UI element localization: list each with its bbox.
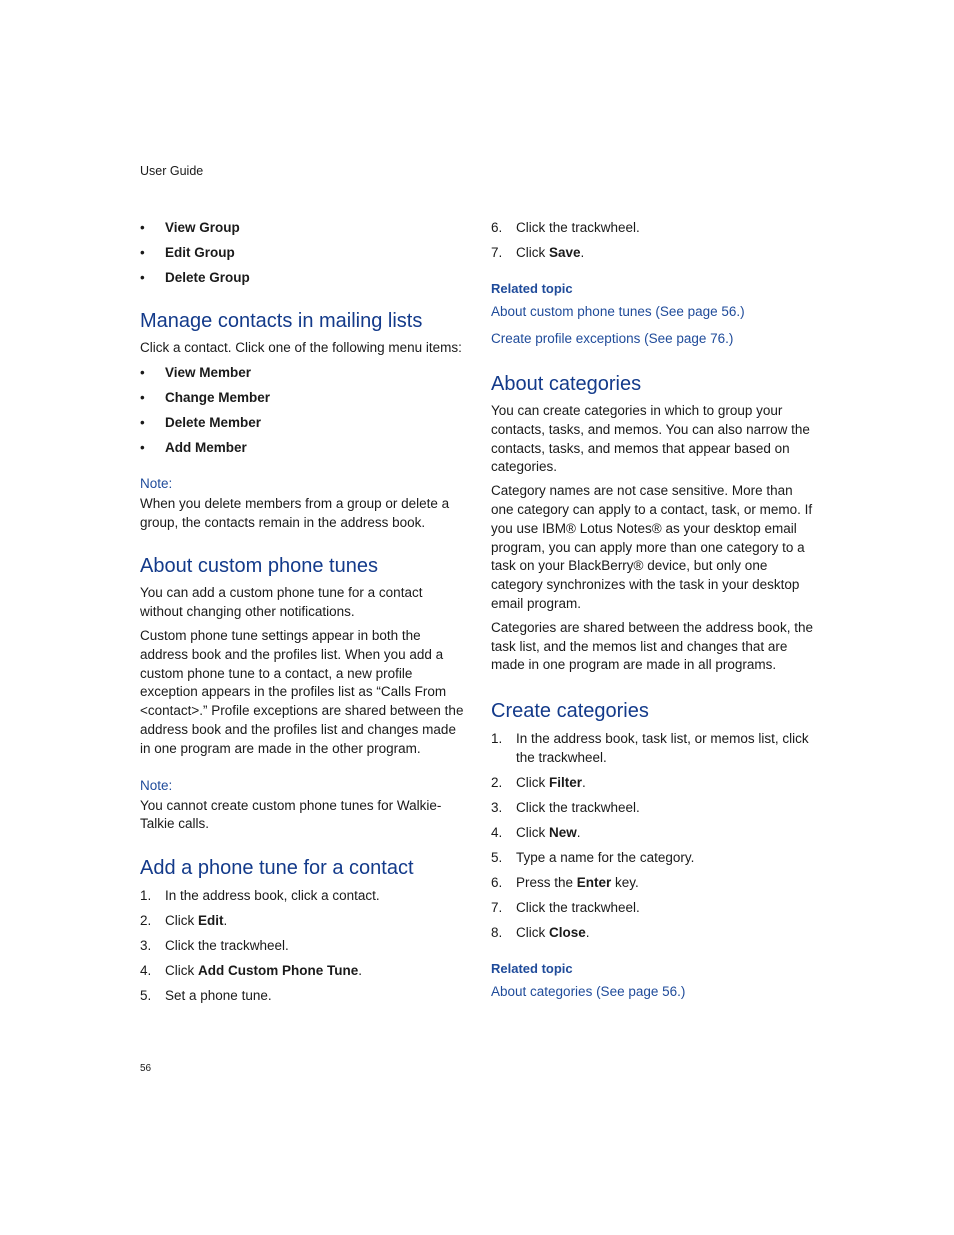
step-number: 6. bbox=[491, 875, 503, 891]
menu-item-label: Delete Member bbox=[165, 414, 262, 430]
note-text: You cannot create custom phone tunes for Walkie-Talkie calls. bbox=[140, 797, 442, 832]
step-number: 2. bbox=[491, 775, 503, 791]
step-number: 5. bbox=[491, 850, 503, 866]
related-topic-label: Related topic bbox=[491, 961, 573, 977]
paragraph: You can create categories in which to group your contacts, tasks, and memos. You can also narrow the contacts, tasks, and memos that appear based on categories. bbox=[491, 403, 810, 475]
step-text-suffix: . bbox=[576, 825, 581, 841]
menu-item-label: Change Member bbox=[165, 389, 271, 405]
step-number: 7. bbox=[491, 245, 503, 260]
step-keyword: Enter bbox=[576, 875, 612, 891]
section-heading-mailing-lists: Manage contacts in mailing lists bbox=[140, 310, 423, 332]
step-text: Click bbox=[516, 825, 549, 841]
step-text-suffix: . bbox=[580, 245, 585, 260]
running-header: User Guide bbox=[140, 164, 204, 178]
step-keyword: Filter bbox=[549, 775, 583, 791]
step-item bbox=[140, 961, 465, 980]
step-number: 3. bbox=[491, 800, 503, 816]
step-text: Click bbox=[165, 913, 198, 929]
step-number: 5. bbox=[140, 988, 152, 1004]
step-keyword: Close bbox=[549, 925, 586, 941]
group-menu-list bbox=[140, 218, 465, 287]
step-text: Click bbox=[516, 925, 549, 941]
link-about-categories[interactable]: About categories (See page 56.) bbox=[491, 984, 686, 1000]
step-number: 7. bbox=[491, 900, 503, 916]
bullet-icon: • bbox=[140, 270, 145, 285]
section-heading-about-categories: About categories bbox=[491, 373, 642, 395]
paragraph: You can add a custom phone tune for a contact without changing other notifications. bbox=[140, 585, 423, 620]
continued-steps bbox=[491, 218, 816, 262]
step-text: Set a phone tune. bbox=[165, 988, 272, 1004]
list-item bbox=[140, 243, 465, 262]
step-number: 4. bbox=[140, 963, 152, 979]
list-item bbox=[140, 218, 465, 237]
list-item bbox=[140, 413, 465, 432]
step-text-suffix: key. bbox=[611, 875, 639, 891]
step-keyword: Save bbox=[549, 245, 581, 260]
member-menu-list bbox=[140, 363, 465, 457]
list-item bbox=[140, 388, 465, 407]
step-text: Click bbox=[165, 963, 198, 979]
related-topic-label: Related topic bbox=[491, 281, 573, 296]
step-number: 1. bbox=[491, 731, 503, 747]
step-keyword: Add Custom Phone Tune bbox=[198, 963, 359, 979]
note-text: When you delete members from a group or delete a group, the contacts remain in the address book. bbox=[140, 495, 450, 530]
step-item bbox=[491, 898, 816, 917]
step-text: Click the trackwheel. bbox=[165, 938, 289, 954]
step-item bbox=[491, 923, 816, 942]
menu-item-label: View Group bbox=[165, 220, 240, 235]
bullet-icon: • bbox=[140, 220, 145, 235]
right-column bbox=[491, 218, 816, 1009]
bullet-icon: • bbox=[140, 245, 145, 260]
step-item bbox=[491, 773, 816, 792]
step-item bbox=[140, 936, 465, 955]
link-create-profile-exceptions[interactable]: Create profile exceptions (See page 76.) bbox=[491, 331, 734, 346]
step-text: Press the bbox=[516, 875, 577, 891]
step-number: 1. bbox=[140, 888, 152, 904]
step-number: 2. bbox=[140, 913, 152, 929]
step-number: 8. bbox=[491, 925, 503, 941]
link-about-custom-tunes[interactable]: About custom phone tunes (See page 56.) bbox=[491, 304, 745, 319]
step-text-suffix: . bbox=[358, 963, 363, 979]
step-item bbox=[491, 218, 816, 237]
step-text: Click the trackwheel. bbox=[516, 220, 640, 235]
paragraph: Custom phone tune settings appear in both the address book and the profiles list. When you add a custom phone tune to a contact, a new profile exception appears in the profiles list as “Calls From <contact>.” Profile exceptions are shared between the address book and the profiles list and changes made in one program are made in the other program. bbox=[140, 627, 464, 756]
step-number: 3. bbox=[140, 938, 152, 954]
step-item bbox=[491, 243, 816, 262]
menu-item-label: View Member bbox=[165, 364, 252, 380]
step-item bbox=[140, 986, 465, 1005]
step-text: In the address book, task list, or memos list, click the trackwheel. bbox=[516, 731, 809, 766]
step-text-suffix: . bbox=[223, 913, 228, 929]
paragraph: Categories are shared between the address book, the task list, and the memos list and changes that are made in one program are made in all programs. bbox=[491, 619, 813, 673]
step-item bbox=[491, 798, 816, 817]
page-number: 56 bbox=[140, 1063, 152, 1074]
step-number: 4. bbox=[491, 825, 503, 841]
bullet-icon: • bbox=[140, 364, 145, 380]
step-item bbox=[491, 729, 816, 767]
step-keyword: New bbox=[549, 825, 577, 841]
step-text-suffix: . bbox=[582, 775, 586, 791]
step-text: Click bbox=[516, 775, 549, 791]
paragraph: Category names are not case sensitive. More than one category can apply to a contact, task, or memo. If you use IBM® Lotus Notes® as your desktop email program, you can apply more than one category to a task on your BlackBerry® device, but only one category synchronizes with the task in your desktop email program. bbox=[491, 483, 813, 611]
step-number: 6. bbox=[491, 220, 503, 235]
step-item bbox=[140, 886, 465, 905]
step-keyword: Edit bbox=[198, 913, 224, 929]
step-text-suffix: . bbox=[585, 925, 590, 941]
step-item bbox=[140, 911, 465, 930]
step-text: Click the trackwheel. bbox=[516, 800, 640, 816]
paragraph: Click a contact. Click one of the following menu items: bbox=[140, 340, 462, 355]
step-text: Type a name for the category. bbox=[516, 850, 695, 866]
left-column bbox=[140, 218, 465, 1011]
step-item bbox=[491, 848, 816, 867]
section-heading-create-categories: Create categories bbox=[491, 700, 649, 723]
step-item bbox=[491, 873, 816, 892]
note-label: Note: bbox=[140, 777, 173, 793]
section-heading-custom-tunes: About custom phone tunes bbox=[140, 555, 378, 578]
menu-item-label: Add Member bbox=[165, 439, 247, 455]
list-item bbox=[140, 438, 465, 457]
note-label: Note: bbox=[140, 475, 173, 491]
step-text: In the address book, click a contact. bbox=[165, 888, 380, 904]
menu-item-label: Delete Group bbox=[165, 270, 250, 285]
add-tune-steps bbox=[140, 886, 465, 1005]
step-item bbox=[491, 823, 816, 842]
list-item bbox=[140, 268, 465, 287]
section-heading-add-tune: Add a phone tune for a contact bbox=[140, 857, 414, 880]
bullet-icon: • bbox=[140, 389, 145, 405]
menu-item-label: Edit Group bbox=[165, 245, 235, 260]
step-text: Click the trackwheel. bbox=[516, 900, 640, 916]
step-text: Click bbox=[516, 245, 549, 260]
create-categories-steps bbox=[491, 729, 816, 942]
list-item bbox=[140, 363, 465, 382]
bullet-icon: • bbox=[140, 414, 145, 430]
bullet-icon: • bbox=[140, 439, 145, 455]
